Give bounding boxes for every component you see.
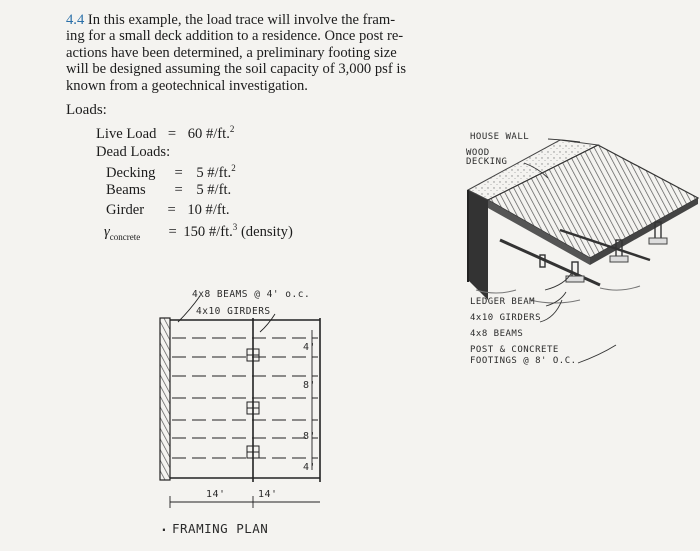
plan-ledger-beam: [160, 318, 170, 480]
plan-beams: [172, 338, 318, 458]
beams-label: Beams: [106, 182, 146, 198]
decking-equals: =: [174, 164, 183, 181]
problem-line-1: In this example, the load trace will involve the fram-: [87, 12, 396, 28]
loads-heading: Loads:: [66, 102, 107, 118]
girder-value: 10 #/ft.: [187, 202, 230, 218]
label-ledger-beam: LEDGER BEAM: [470, 297, 536, 307]
beams-value: 5 #/ft.: [196, 182, 232, 198]
label-wood: WOOD: [466, 148, 490, 158]
concrete-gamma: γ: [104, 223, 110, 240]
concrete-value: 150 #/ft.: [183, 223, 233, 240]
problem-line-5: known from a geotechnical investigation.: [66, 77, 308, 94]
label-footings: FOOTINGS @ 8' O.C.: [470, 356, 577, 366]
plan-dim-bottom-2: 14': [258, 489, 278, 500]
girder-label: Girder: [106, 202, 145, 218]
decking-value: 5 #/ft.: [196, 164, 232, 181]
live-load-label: Live Load: [96, 125, 157, 142]
house-wall-edge: [468, 190, 488, 300]
plan-caption: FRAMING PLAN: [172, 521, 269, 536]
decking-label: Decking: [106, 164, 156, 181]
live-load-value: 60 #/ft.: [187, 125, 230, 142]
label-decking: DECKING: [466, 157, 508, 167]
concrete-note: (density): [240, 223, 293, 240]
plan-dim-right-2: 8': [303, 380, 317, 391]
girder-equals: =: [167, 202, 176, 218]
dead-loads-label: Dead Loads:: [96, 144, 171, 160]
concrete-exponent: 3: [232, 222, 238, 232]
plan-note-beams: 4x8 BEAMS @ 4' o.c.: [192, 289, 311, 300]
label-house-wall: HOUSE WALL: [470, 132, 530, 142]
plan-note-girders: 4x10 GIRDERS: [196, 306, 271, 317]
problem-line-2: ing for a small deck addition to a residence. Once post re-: [66, 28, 404, 45]
concrete-equals: =: [168, 223, 177, 240]
framing-plan: [160, 296, 320, 508]
live-load-equals: =: [167, 125, 177, 142]
decking-exponent: 2: [231, 163, 236, 173]
problem-line-4: will be designed assuming the soil capacity of 3,000 psf is: [66, 61, 407, 78]
plan-dim-bottom-1: 14': [206, 489, 226, 500]
plan-dim-right-3: 8': [303, 431, 317, 442]
plan-dim-right-4: 4': [303, 462, 317, 473]
label-post-concrete: POST & CONCRETE: [470, 345, 559, 355]
problem-line-3: actions have been determined, a preliminary footing size: [66, 44, 397, 61]
concrete-subscript: concrete: [109, 231, 141, 242]
label-beams: 4x8 BEAMS: [470, 329, 524, 339]
label-girders: 4x10 GIRDERS: [470, 313, 542, 323]
plan-caption-dot: .: [160, 520, 169, 535]
problem-number: 4.4: [66, 12, 85, 28]
live-load-exponent: 2: [229, 124, 235, 134]
plan-dim-right-1: 4': [303, 342, 317, 353]
beams-equals: =: [174, 182, 183, 198]
